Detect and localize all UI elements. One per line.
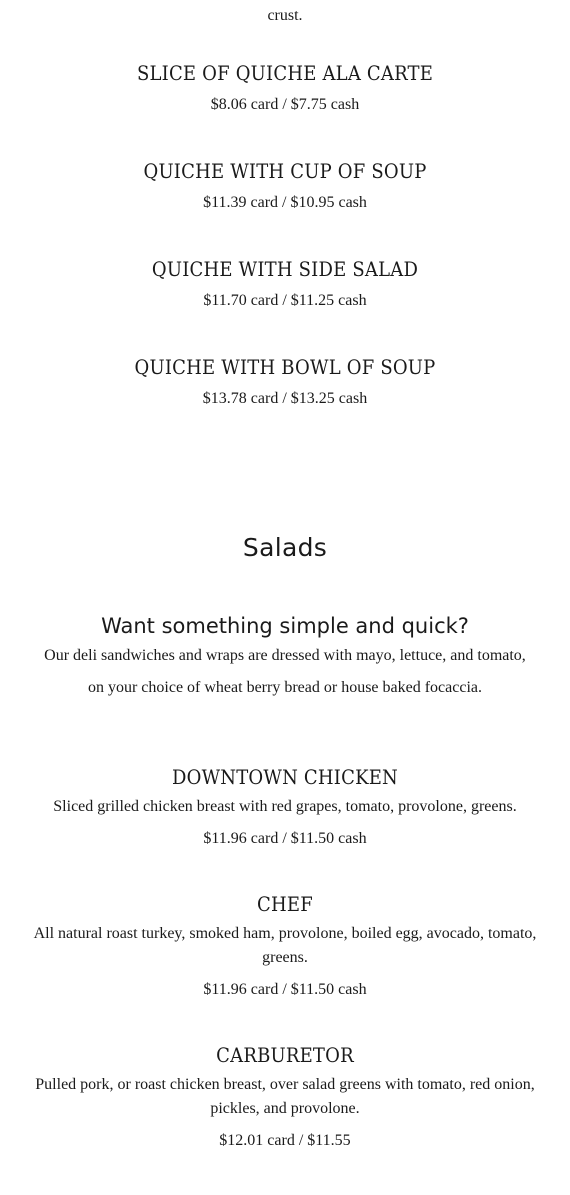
item-price: $12.01 card / $11.55: [219, 1132, 351, 1149]
item-description: All natural roast turkey, smoked ham, provolone, boiled egg, avocado, tomato, greens.: [33, 925, 537, 966]
quiche-description-tail: [20, 0, 550, 24]
item-title: QUICHE WITH CUP OF SOUP: [143, 159, 427, 183]
item-title: DOWNTOWN CHICKEN: [172, 765, 398, 789]
item-title: QUICHE WITH BOWL OF SOUP: [134, 355, 436, 379]
item-price: $13.78 card / $13.25 cash: [202, 390, 368, 407]
item-price: $11.39 card / $10.95 cash: [203, 194, 367, 211]
intro-text: Our deli sandwiches and wraps are dressed with mayo, lettuce, and tomato,: [44, 647, 526, 664]
item-title: SLICE OF QUICHE ALA CARTE: [136, 61, 434, 85]
section-title: Salads: [242, 533, 328, 562]
quiche-description-text: crust.: [267, 7, 303, 24]
section-header: [20, 532, 550, 564]
intro-title: Want something simple and quick?: [101, 614, 469, 638]
menu-item: [20, 158, 550, 214]
item-price: $11.96 card / $11.50 cash: [203, 981, 367, 998]
item-title: CHEF: [257, 892, 313, 916]
item-description: Pulled pork, or roast chicken breast, over salad greens with tomato, red onion, pickles, and provolone.: [35, 1076, 535, 1117]
menu-item: [26, 1042, 544, 1152]
salads-intro: [38, 612, 532, 700]
item-price: $11.96 card / $11.50 cash: [203, 830, 367, 847]
menu-item: [30, 891, 540, 1001]
item-price: $11.70 card / $11.25 cash: [203, 292, 367, 309]
intro-text: on your choice of wheat berry bread or house baked focaccia.: [87, 679, 483, 696]
item-title: QUICHE WITH SIDE SALAD: [151, 257, 419, 281]
menu-item: [20, 60, 550, 116]
menu-item: [14, 764, 556, 850]
menu-item: [20, 256, 550, 312]
item-description: Sliced grilled chicken breast with red grapes, tomato, provolone, greens.: [53, 798, 517, 815]
item-price: $8.06 card / $7.75 cash: [210, 96, 360, 113]
menu-item: [20, 354, 550, 410]
item-title: CARBURETOR: [216, 1043, 354, 1067]
